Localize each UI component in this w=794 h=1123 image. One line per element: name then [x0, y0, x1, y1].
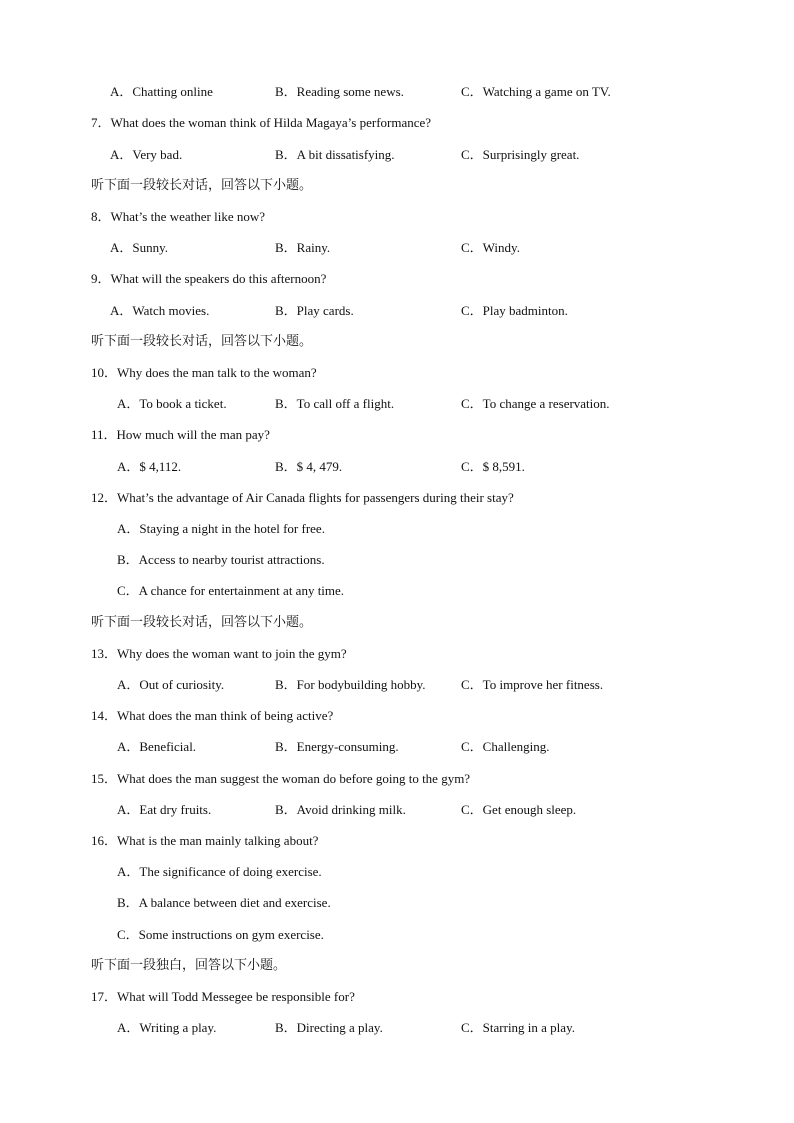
option-b: B．Energy-consuming.	[275, 739, 399, 754]
option-c: C．Challenging.	[461, 739, 550, 754]
option-a: A．Watch movies.	[110, 303, 210, 318]
option-c: C．Starring in a play.	[461, 1020, 575, 1035]
option-a: A．Sunny.	[110, 240, 169, 255]
option-a: A．To book a ticket.	[117, 396, 227, 411]
option-b: B．A balance between diet and exercise.	[117, 895, 331, 910]
question-8: 8．What’s the weather like now?	[91, 209, 265, 224]
question-7: 7．What does the woman think of Hilda Magaya’s performance?	[91, 115, 432, 130]
option-a: A．Beneficial.	[117, 739, 197, 754]
option-c: C．To change a reservation.	[461, 396, 610, 411]
option-a: A．Very bad.	[110, 147, 183, 162]
section-heading: 听下面一段较长对话，回答以下小题。	[91, 334, 313, 349]
option-c: C．Get enough sleep.	[461, 802, 577, 817]
option-c: C．Play badminton.	[461, 303, 568, 318]
option-c: C．Windy.	[461, 240, 520, 255]
section-heading: 听下面一段较长对话，回答以下小题。	[91, 178, 313, 193]
option-a: A．$ 4,112.	[117, 459, 182, 474]
option-c: C．To improve her fitness.	[461, 677, 604, 692]
option-a: A．Out of curiosity.	[117, 677, 225, 692]
question-10: 10．Why does the man talk to the woman?	[91, 365, 317, 380]
option-c: C．Surprisingly great.	[461, 147, 580, 162]
question-16: 16．What is the man mainly talking about?	[91, 833, 319, 848]
option-c: C．Watching a game on TV.	[461, 84, 611, 99]
option-b: B．Rainy.	[275, 240, 331, 255]
option-a: A．Chatting online	[110, 84, 213, 99]
section-heading: 听下面一段较长对话，回答以下小题。	[91, 615, 313, 630]
option-a: A．Staying a night in the hotel for free.	[117, 521, 325, 536]
option-c: C．$ 8,591.	[461, 459, 525, 474]
option-b: B．Directing a play.	[275, 1020, 383, 1035]
option-b: B．For bodybuilding hobby.	[275, 677, 426, 692]
question-13: 13．Why does the woman want to join the gym?	[91, 646, 347, 661]
section-heading: 听下面一段独白，回答以下小题。	[91, 958, 287, 973]
option-b: B．Access to nearby tourist attractions.	[117, 552, 325, 567]
option-a: A．Eat dry fruits.	[117, 802, 212, 817]
option-b: B．To call off a flight.	[275, 396, 395, 411]
question-12: 12．What’s the advantage of Air Canada flights for passengers during their stay?	[91, 490, 514, 505]
question-9: 9．What will the speakers do this afternoon?	[91, 271, 327, 286]
option-b: B．A bit dissatisfying.	[275, 147, 395, 162]
option-b: B．Reading some news.	[275, 84, 404, 99]
question-17: 17．What will Todd Messegee be responsible for?	[91, 989, 355, 1004]
option-b: B．$ 4, 479.	[275, 459, 343, 474]
question-11: 11．How much will the man pay?	[91, 427, 270, 442]
question-14: 14．What does the man think of being active?	[91, 708, 334, 723]
option-a: A．Writing a play.	[117, 1020, 217, 1035]
option-c: C．Some instructions on gym exercise.	[117, 927, 324, 942]
option-b: B．Play cards.	[275, 303, 354, 318]
question-15: 15．What does the man suggest the woman do before going to the gym?	[91, 771, 471, 786]
option-a: A．The significance of doing exercise.	[117, 864, 322, 879]
option-b: B．Avoid drinking milk.	[275, 802, 406, 817]
option-c: C．A chance for entertainment at any time.	[117, 583, 345, 598]
